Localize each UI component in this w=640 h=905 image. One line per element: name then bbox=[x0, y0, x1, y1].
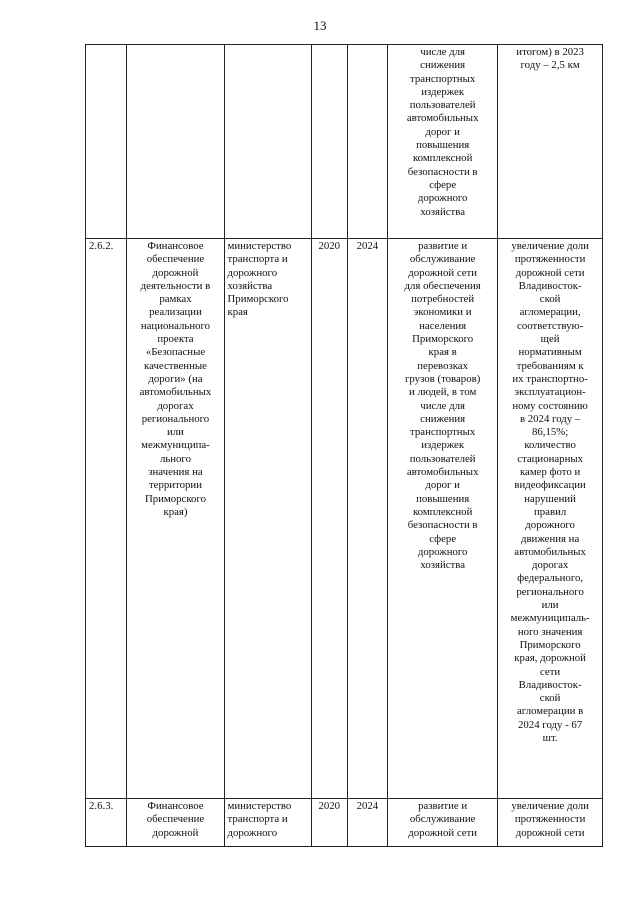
cell-expected-result-line: дорожной сети bbox=[408, 826, 478, 839]
cell-executor-line: транспорта и bbox=[227, 253, 288, 266]
cell-year-start: 2020 bbox=[311, 239, 347, 799]
cell-expected-result-line: безопасности в bbox=[407, 165, 478, 178]
cell-indicator-line: автомобильных bbox=[514, 545, 586, 558]
cell-expected-result-line: издержек bbox=[421, 85, 465, 98]
cell-executor-line: министерство bbox=[227, 240, 292, 252]
cell-measure-name-line: дорожной bbox=[152, 826, 199, 839]
cell-indicator-line: увеличение доли bbox=[511, 800, 589, 812]
cell-expected-result-line: дорожного bbox=[417, 192, 468, 205]
cell-year-start bbox=[311, 45, 347, 239]
cell-executor-line: дорожного bbox=[227, 266, 278, 279]
cell-measure-name-line: обеспечение bbox=[146, 813, 205, 826]
cell-measure-name bbox=[127, 45, 224, 239]
cell-indicator-line: увеличение доли bbox=[511, 240, 589, 252]
cell-indicator-line: сети bbox=[540, 665, 561, 678]
cell-indicator-line: Владивосток- bbox=[518, 279, 582, 292]
cell-expected-result-line: сфере bbox=[429, 178, 457, 191]
cell-indicator-line: регионального bbox=[516, 585, 584, 598]
cell-indicator-line: нарушений bbox=[524, 492, 576, 505]
cell-expected-result-line: комплексной bbox=[412, 505, 473, 518]
table-row bbox=[86, 239, 603, 799]
cell-expected-result-line: дорог и bbox=[425, 479, 460, 492]
cell-expected-result-line: издержек bbox=[421, 439, 465, 452]
cell-indicator-line: их транспортно- bbox=[512, 372, 588, 385]
cell-measure-name-line: значения на bbox=[148, 466, 203, 479]
cell-expected-result-line: безопасности в bbox=[407, 519, 478, 532]
cell-measure-name-line: дорогах bbox=[157, 399, 194, 412]
cell-indicator-line: 86,15%; bbox=[531, 426, 569, 439]
cell-executor-line: Приморского bbox=[227, 293, 289, 306]
cell-measure-name bbox=[127, 799, 224, 847]
cell-measure-name-line: межмуниципа- bbox=[141, 439, 210, 452]
cell-measure-name-line: обеспечение bbox=[146, 253, 205, 266]
cell-indicator-line: края, дорожной bbox=[514, 652, 586, 665]
cell-indicator-line: соответствую- bbox=[517, 319, 584, 332]
cell-expected-result bbox=[388, 239, 498, 799]
cell-measure-name-line: деятельности в bbox=[140, 279, 211, 292]
cell-indicator-line: протяженности bbox=[514, 813, 586, 826]
cell-indicator-line: нормативным bbox=[518, 346, 582, 359]
cell-indicator-line: эксплуатацион- bbox=[514, 386, 586, 399]
cell-executor-line: министерство bbox=[227, 800, 292, 812]
cell-indicator-line: стационарных bbox=[517, 452, 584, 465]
cell-expected-result-line: дорожного bbox=[417, 545, 468, 558]
cell-indicator-line: щей bbox=[540, 333, 560, 346]
cell-measure-name-line: территории bbox=[148, 479, 202, 492]
cell-expected-result-line: обслуживание bbox=[409, 813, 476, 826]
cell-expected-result-line: края в bbox=[428, 346, 457, 359]
cell-expected-result-line: и людей, в том bbox=[409, 386, 477, 399]
cell-expected-result-line: автомобильных bbox=[406, 112, 479, 125]
cell-executor bbox=[224, 799, 311, 847]
cell-measure-name-line: льного bbox=[159, 452, 191, 465]
cell-indicator-line: агломерации, bbox=[519, 306, 581, 319]
cell-indicator-line: Владивосток- bbox=[518, 678, 582, 691]
cell-measure-name-line: проекта bbox=[157, 333, 194, 346]
cell-indicator-line: правил bbox=[534, 505, 567, 518]
cell-indicator-line: шт. bbox=[542, 731, 558, 744]
cell-expected-result-line: повышения bbox=[416, 492, 470, 505]
cell-indicator-line: ской bbox=[539, 293, 561, 306]
measures-table bbox=[85, 44, 603, 847]
cell-indicator-line: агломерации в bbox=[517, 705, 584, 718]
cell-expected-result-line: экономики и bbox=[413, 306, 472, 319]
cell-indicator-line: протяженности bbox=[514, 253, 586, 266]
cell-expected-result-line: комплексной bbox=[412, 152, 473, 165]
cell-indicator-line: дорожного bbox=[525, 519, 575, 532]
cell-expected-result-line: сфере bbox=[429, 532, 457, 545]
cell-measure-name-line: качественные bbox=[144, 359, 207, 372]
cell-expected-result-line: Приморского bbox=[412, 333, 474, 346]
cell-measure-name-line: автомобильных bbox=[139, 386, 212, 399]
cell-indicator-line: году – 2,5 км bbox=[520, 59, 580, 72]
cell-expected-result-line: населения bbox=[419, 319, 467, 332]
cell-expected-result-line: снижения bbox=[420, 412, 466, 425]
cell-indicator-line: движения на bbox=[520, 532, 580, 545]
cell-measure-name-line: Приморского bbox=[144, 492, 206, 505]
cell-measure-name-line: Финансовое bbox=[147, 240, 204, 252]
cell-measure-name-line: рамках bbox=[159, 293, 192, 306]
cell-expected-result bbox=[388, 799, 498, 847]
cell-expected-result-line: развитие и bbox=[418, 240, 468, 252]
cell-executor-line: края bbox=[227, 306, 248, 319]
cell-expected-result-line: хозяйства bbox=[420, 205, 465, 218]
cell-indicator-line: дорожной сети bbox=[515, 826, 585, 839]
cell-expected-result-line: потребностей bbox=[411, 293, 475, 306]
cell-number bbox=[86, 45, 127, 239]
cell-expected-result-line: автомобильных bbox=[406, 466, 479, 479]
cell-executor bbox=[224, 239, 311, 799]
cell-indicator-line: итогом) в 2023 bbox=[516, 46, 584, 58]
cell-expected-result-line: числе для bbox=[420, 46, 466, 58]
cell-year-start: 2020 bbox=[311, 799, 347, 847]
table-row bbox=[86, 799, 603, 847]
cell-indicator-line: межмуниципаль- bbox=[510, 612, 590, 625]
cell-indicator-line: требованиям к bbox=[516, 359, 584, 372]
cell-indicator-line: дорожной сети bbox=[515, 266, 585, 279]
cell-expected-result-line: грузов (товаров) bbox=[405, 372, 481, 385]
cell-measure-name bbox=[127, 239, 224, 799]
cell-expected-result-line: дорожной сети bbox=[408, 266, 478, 279]
cell-executor bbox=[224, 45, 311, 239]
cell-indicator-line: в 2024 году – bbox=[519, 412, 581, 425]
cell-executor-line: транспорта и bbox=[227, 813, 288, 826]
cell-measure-name-line: регионального bbox=[141, 412, 210, 425]
cell-expected-result-line: пользователей bbox=[409, 99, 476, 112]
cell-number: 2.6.2. bbox=[86, 239, 127, 799]
cell-executor-line: хозяйства bbox=[227, 279, 273, 292]
cell-measure-name-line: реализации bbox=[149, 306, 202, 319]
cell-expected-result-line: для обеспечения bbox=[404, 279, 481, 292]
cell-indicator-line: ской bbox=[539, 692, 561, 705]
cell-indicator-line: ного значения bbox=[517, 625, 583, 638]
cell-indicator-line: количество bbox=[524, 439, 576, 452]
page-number: 13 bbox=[313, 18, 327, 33]
cell-indicator bbox=[498, 799, 603, 847]
cell-expected-result bbox=[388, 45, 498, 239]
cell-executor-line: дорожного bbox=[227, 826, 278, 839]
cell-expected-result-line: перевозках bbox=[417, 359, 469, 372]
cell-number: 2.6.3. bbox=[86, 799, 127, 847]
cell-expected-result-line: дорог и bbox=[425, 125, 460, 138]
cell-indicator-line: федерального, bbox=[517, 572, 584, 585]
cell-measure-name-line: дорожной bbox=[152, 266, 199, 279]
cell-indicator-line: камер фото и bbox=[519, 466, 581, 479]
cell-indicator-line: дорогах bbox=[531, 559, 569, 572]
cell-indicator-line: Приморского bbox=[519, 638, 581, 651]
cell-expected-result-line: числе для bbox=[420, 399, 466, 412]
table-row bbox=[86, 45, 603, 239]
cell-indicator-line: 2024 году - 67 bbox=[518, 718, 583, 731]
cell-indicator-line: или bbox=[541, 599, 559, 612]
cell-year-end: 2024 bbox=[347, 799, 387, 847]
cell-expected-result-line: транспортных bbox=[410, 426, 476, 439]
cell-expected-result-line: снижения bbox=[420, 59, 466, 72]
cell-indicator bbox=[498, 239, 603, 799]
cell-expected-result-line: хозяйства bbox=[420, 559, 465, 572]
cell-indicator-line: ному состоянию bbox=[512, 399, 588, 412]
cell-indicator bbox=[498, 45, 603, 239]
cell-year-end bbox=[347, 45, 387, 239]
cell-measure-name-line: Финансовое bbox=[147, 800, 204, 812]
cell-expected-result-line: развитие и bbox=[418, 800, 468, 812]
cell-expected-result-line: обслуживание bbox=[409, 253, 476, 266]
cell-expected-result-line: транспортных bbox=[410, 72, 476, 85]
cell-expected-result-line: повышения bbox=[416, 139, 470, 152]
cell-measure-name-line: «Безопасные bbox=[145, 346, 206, 359]
cell-year-end: 2024 bbox=[347, 239, 387, 799]
cell-measure-name-line: или bbox=[166, 426, 184, 439]
cell-indicator-line: видеофиксации bbox=[514, 479, 586, 492]
cell-expected-result-line: пользователей bbox=[409, 452, 476, 465]
cell-measure-name-line: края) bbox=[163, 505, 188, 518]
cell-measure-name-line: национального bbox=[140, 319, 211, 332]
cell-measure-name-line: дороги» (на bbox=[148, 372, 203, 385]
